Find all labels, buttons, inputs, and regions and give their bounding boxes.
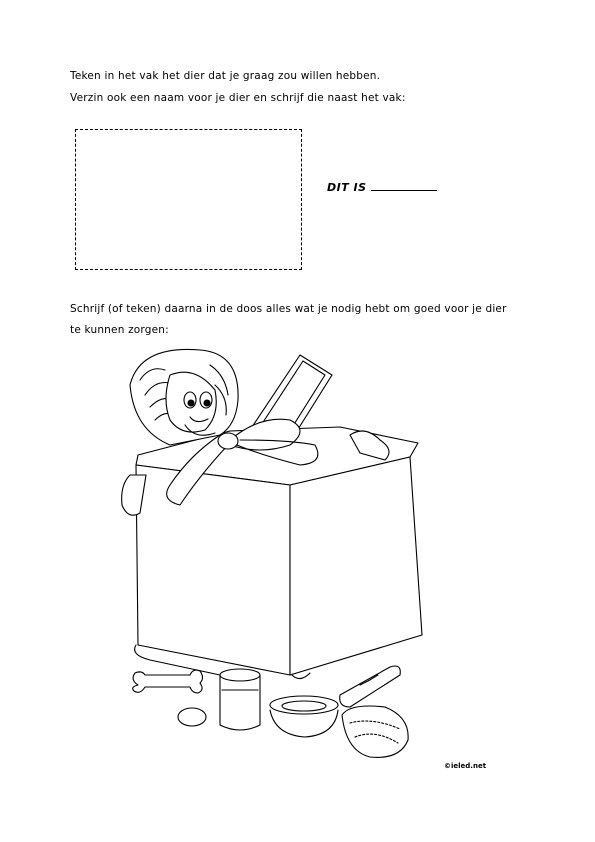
tube-icon: [340, 666, 401, 707]
credit-text: ©ieled.net: [444, 762, 487, 770]
bone-icon: [133, 670, 203, 693]
instruction-line-2: Verzin ook een naam voor je dier en schrijf die naast het vak:: [70, 92, 406, 104]
pet-food-bag-icon: [342, 706, 408, 757]
pet-name-label: DIT IS: [327, 181, 367, 194]
girl-with-gift-box-illustration: [110, 345, 440, 765]
gift-box-icon: [135, 427, 422, 679]
pet-name-field[interactable]: [327, 181, 437, 194]
instruction-line-1: Teken in het vak het dier dat je graag zou willen hebben.: [70, 70, 381, 82]
pet-name-blank[interactable]: [371, 190, 437, 191]
girl-face-icon: [130, 349, 238, 445]
instruction-line-4: te kunnen zorgen:: [70, 324, 169, 336]
tin-can-icon: [220, 669, 260, 730]
drawing-box[interactable]: [75, 129, 302, 270]
pet-bowl-icon: [270, 696, 338, 737]
egg-icon: [178, 708, 206, 726]
instruction-line-3: Schrijf (of teken) daarna in de doos alles wat je nodig hebt om goed voor je dier: [70, 303, 507, 315]
